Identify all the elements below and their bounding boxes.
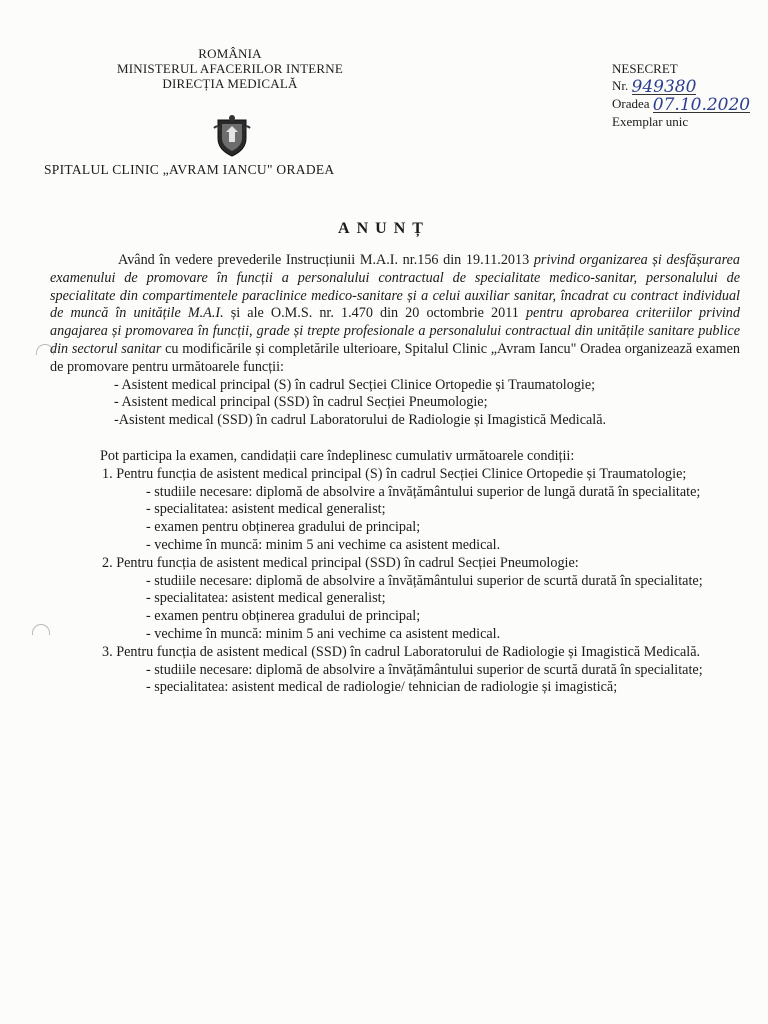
condition-item: - specialitatea: asistent medical de radiologie/ tehnician de radiologie și imagistică; (146, 679, 618, 696)
classification-label: NESECRET (612, 61, 678, 76)
condition-item: - examen pentru obținerea gradului de principal; (146, 519, 421, 536)
section-items-1 (146, 484, 740, 555)
punch-hole-mark (32, 624, 50, 635)
document-title: ANUNȚ (338, 220, 430, 237)
registration-number-label: Nr. (612, 78, 629, 93)
condition-item: - specialitatea: asistent medical generalist; (146, 501, 386, 518)
condition-item: - studiile necesare: diplomă de absolvire a învățământului superior de scurtă durată în specialitate; (146, 661, 703, 678)
condition-item: - vechime în muncă: minim 5 ani vechime ca asistent medical. (146, 625, 501, 642)
country-name: ROMÂNIA (198, 46, 262, 61)
section-heading-1: 1. Pentru funcția de asistent medical principal (S) în cadrul Secției Clinice Ortopedie și Traumatologie; (102, 465, 687, 482)
condition-item: - studiile necesare: diplomă de absolvire a învățământului superior de scurtă durată în specialitate; (146, 572, 703, 589)
intro-text-1: Având în vedere prevederile Instrucțiunii M.A.I. nr.156 din 19.11.2013 (118, 252, 534, 268)
intro-paragraph (50, 252, 740, 377)
section-items-3 (146, 662, 740, 698)
section-items-2 (146, 573, 740, 644)
document-body (50, 252, 740, 697)
function-item: - Asistent medical principal (S) în cadrul Secției Clinice Ortopedie și Traumatologie; (114, 376, 596, 393)
place-label: Oradea (612, 96, 650, 111)
issuer-header (100, 46, 360, 91)
functions-list (114, 377, 740, 430)
function-item: - Asistent medical principal (SSD) în cadrul Secției Pneumologie; (114, 394, 488, 411)
registration-block (612, 60, 762, 130)
intro-italic-text-1: privind organizarea și desfășurarea examenului de promovare în funcții a personalului contractual de specialitate medico-sanitar, personalului de specialitate din compartimentele paraclinice medico-sanitare și a celui auxiliar sanitar, încadrat cu contract individual de muncă în unitățile M.A.I. (50, 252, 740, 322)
date-handwritten: 07.10.2020 (652, 95, 751, 115)
registration-number-handwritten: 949380 (631, 77, 697, 97)
romanian-coat-of-arms-icon (212, 114, 252, 158)
intro-italic-text-2: pentru aprobarea criteriilor privind angajarea și promovarea în funcții, grade și trepte profesionale a personalului contractual din unitățile sanitare publice din sectorul sanitar (50, 305, 740, 357)
copy-note: Exemplar unic (612, 114, 689, 129)
condition-item: - studiile necesare: diplomă de absolvire a învățământului superior de lungă durată în specialitate; (146, 483, 701, 500)
intro-text-3: cu modificările și completările ulterioare, Spitalul Clinic „Avram Iancu" Oradea organizează examen de promovare pentru următoarele funcții: (50, 340, 741, 375)
condition-item: - vechime în muncă: minim 5 ani vechime ca asistent medical. (146, 536, 501, 553)
condition-item: - specialitatea: asistent medical generalist; (146, 590, 386, 607)
condition-item: - examen pentru obținerea gradului de principal; (146, 608, 421, 625)
intro-text-2: și ale O.M.S. nr. 1.470 din 20 octombrie 2011 (223, 305, 526, 322)
section-heading-2: 2. Pentru funcția de asistent medical principal (SSD) în cadrul Secției Pneumologie: (102, 554, 579, 571)
ministry-name: MINISTERUL AFACERILOR INTERNE (116, 61, 344, 76)
hospital-name: SPITALUL CLINIC „AVRAM IANCU" ORADEA (44, 162, 335, 177)
function-item: -Asistent medical (SSD) în cadrul Laboratorului de Radiologie și Imagistică Medicală. (114, 412, 607, 429)
date-row (612, 95, 762, 113)
directorate-name: DIRECȚIA MEDICALĂ (162, 76, 298, 91)
section-heading-3: 3. Pentru funcția de asistent medical (SSD) în cadrul Laboratorului de Radiologie și Imagistică Medicală. (102, 643, 701, 660)
conditions-intro: Pot participa la examen, candidații care îndeplinesc cumulativ următoarele condiții: (100, 447, 575, 464)
registration-number-row (612, 77, 762, 95)
